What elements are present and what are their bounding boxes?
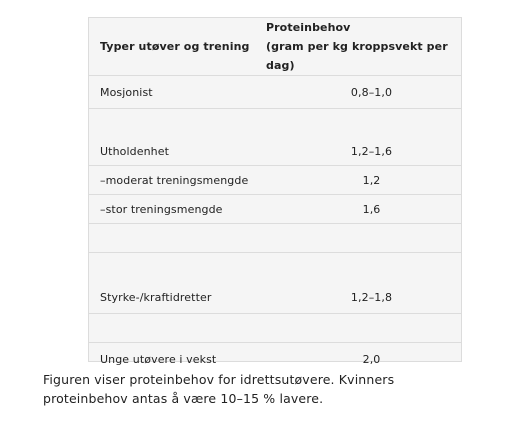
protein-table xyxy=(89,18,461,375)
row-value: 1,6 xyxy=(266,195,461,224)
row-value: 2,0 xyxy=(362,352,381,366)
table-row xyxy=(89,109,461,138)
row-label: –stor treningsmengde xyxy=(89,195,266,224)
header-protein-need-title: Proteinbehov xyxy=(266,21,351,34)
row-label xyxy=(89,109,266,138)
table-row xyxy=(89,224,461,253)
table-row xyxy=(89,195,461,224)
row-value: 0,8–1,0 xyxy=(266,76,461,109)
row-label: Utholdenhet xyxy=(89,137,266,166)
row-value xyxy=(266,224,461,253)
table-row xyxy=(89,76,461,109)
row-label xyxy=(89,314,266,343)
table-row xyxy=(89,137,461,166)
table-row xyxy=(89,314,461,343)
header-protein-need-unit: (gram per kg kroppsvekt per dag) xyxy=(266,40,448,72)
header-athlete-type: Typer utøver og trening xyxy=(89,18,266,76)
table-header-row xyxy=(89,18,461,76)
row-value xyxy=(266,253,461,282)
row-label: Unge utøvere i vekst xyxy=(100,352,217,366)
table-row xyxy=(89,253,461,282)
row-label xyxy=(89,224,266,253)
header-protein-need xyxy=(266,18,461,76)
row-value: 1,2–1,8 xyxy=(266,281,461,314)
table-row xyxy=(89,166,461,195)
row-value xyxy=(266,314,461,343)
figure-caption: Figuren viser proteinbehov for idrettsutøvere. Kvinners proteinbehov antas å være 10–15 % lavere. xyxy=(43,372,395,406)
row-label: Mosjonist xyxy=(89,76,266,109)
row-label xyxy=(89,253,266,282)
table-row xyxy=(89,281,461,314)
row-value: 1,2–1,6 xyxy=(266,137,461,166)
row-value: 1,2 xyxy=(266,166,461,195)
row-label: Styrke-/kraftidretter xyxy=(89,281,266,314)
row-label: –moderat treningsmengde xyxy=(89,166,266,195)
row-value xyxy=(266,109,461,138)
protein-table-frame xyxy=(88,17,462,366)
